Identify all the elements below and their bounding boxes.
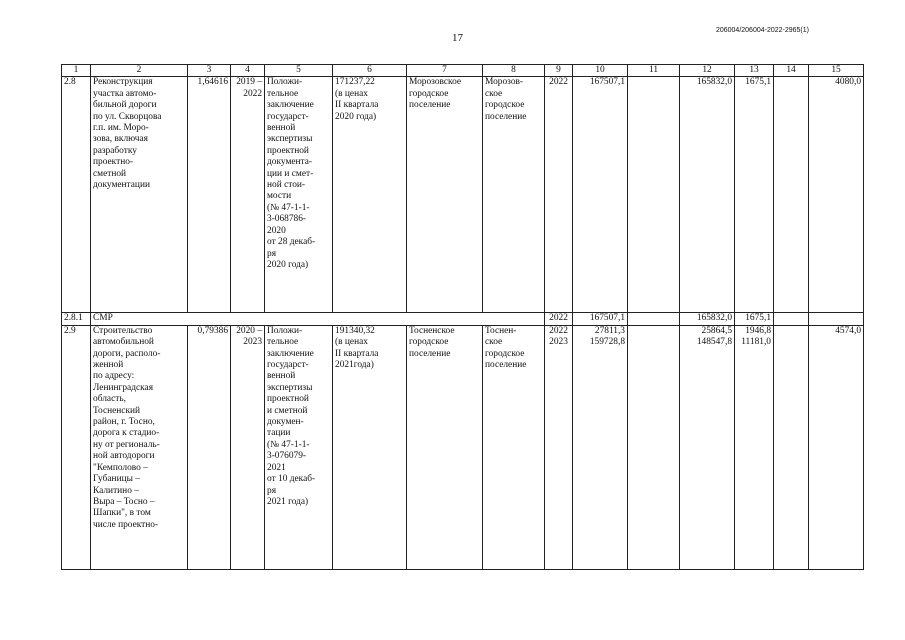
expertise-conclusion: Положи- тельное заключение государст- венной экспертизы проектной документа- ции и смет- ной стои- мости (№ 47-1-1- 3-068786- 2020 от 28 декаб- ря 2020 года) xyxy=(265,77,333,313)
year: 2022 xyxy=(545,77,573,313)
col-header: 5 xyxy=(265,65,333,77)
object-name: Строительство автомобильной дороги, располо- женной по адресу: Ленинградская область, Тосненский район, г. Тосно, дорога к стадио- ну от региональ- ной автодороги "Кемполово – Губаницы – Калитино – Выра – Тосно – Шапки", в том числе проектно- xyxy=(91,325,188,569)
col-header: 8 xyxy=(483,65,545,77)
total-amount: 167507,1 xyxy=(573,77,628,313)
object-name: СМР xyxy=(91,313,545,325)
years: 2022 2023 xyxy=(545,325,573,569)
table-row-2-8-1 xyxy=(62,313,864,325)
col-header: 14 xyxy=(774,65,809,77)
federal-amounts: 25864,5 148547,8 xyxy=(680,325,735,569)
col-header: 3 xyxy=(188,65,231,77)
table-row-2-8 xyxy=(62,77,864,313)
cell-col-14 xyxy=(774,313,809,325)
col-header: 15 xyxy=(809,65,864,77)
page-number: 17 xyxy=(452,32,463,44)
object-name: Реконструкция участка автомо- бильной дороги по ул. Скворцова г.п. им. Моро- зова, включая разработку проектно- сметной документации xyxy=(91,77,188,313)
col-header: 11 xyxy=(628,65,680,77)
federal-amount: 165832,0 xyxy=(680,313,735,325)
regional-amounts: 1946,8 11181,0 xyxy=(735,325,774,569)
cell-col-15 xyxy=(809,313,864,325)
regional-amount: 1675,1 xyxy=(735,77,774,313)
col-header: 12 xyxy=(680,65,735,77)
road-length: 0,79386 xyxy=(188,325,231,569)
col-header: 1 xyxy=(62,65,91,77)
expertise-conclusion: Положи- тельное заключение государст- венной экспертизы проектной и сметной докумен- тации (№ 47-1-1- 3-076079- 2021 от 10 декаб- ря 2021 года) xyxy=(265,325,333,569)
total-amounts: 27811,3 159728,8 xyxy=(573,325,628,569)
road-length: 1,64616 xyxy=(188,77,231,313)
cell-col-15: 4080,0 xyxy=(809,77,864,313)
implementation-period: 2019 – 2022 xyxy=(231,77,265,313)
col-header: 4 xyxy=(231,65,265,77)
municipality: Тосненское городское поселение xyxy=(407,325,483,569)
total-amount: 167507,1 xyxy=(573,313,628,325)
row-number: 2.9 xyxy=(62,325,91,569)
col-header: 2 xyxy=(91,65,188,77)
subsidy-recipient: Морозов- ское городское поселение xyxy=(483,77,545,313)
estimated-cost: 191340,32 (в ценах II квартала 2021года) xyxy=(333,325,407,569)
cell-col-11 xyxy=(628,77,680,313)
subsidy-recipient: Тоснен- ское городское поселение xyxy=(483,325,545,569)
col-header: 9 xyxy=(545,65,573,77)
municipality: Морозовское городское поселение xyxy=(407,77,483,313)
cell-col-11 xyxy=(628,313,680,325)
document-id: 206004/206004-2022-2965(1) xyxy=(715,27,809,34)
column-header-row xyxy=(62,65,864,77)
col-header: 6 xyxy=(333,65,407,77)
row-number: 2.8 xyxy=(62,77,91,313)
federal-amount: 165832,0 xyxy=(680,77,735,313)
col-header: 10 xyxy=(573,65,628,77)
year: 2022 xyxy=(545,313,573,325)
col-header: 13 xyxy=(735,65,774,77)
implementation-period: 2020 – 2023 xyxy=(231,325,265,569)
estimated-cost: 171237,22 (в ценах II квартала 2020 года) xyxy=(333,77,407,313)
cell-col-14 xyxy=(774,77,809,313)
regional-amount: 1675,1 xyxy=(735,313,774,325)
data-table xyxy=(61,64,864,570)
row-number: 2.8.1 xyxy=(62,313,91,325)
table-row-2-9 xyxy=(62,325,864,569)
cell-col-15: 4574,0 xyxy=(809,325,864,569)
col-header: 7 xyxy=(407,65,483,77)
cell-col-14 xyxy=(774,325,809,569)
cell-col-11 xyxy=(628,325,680,569)
